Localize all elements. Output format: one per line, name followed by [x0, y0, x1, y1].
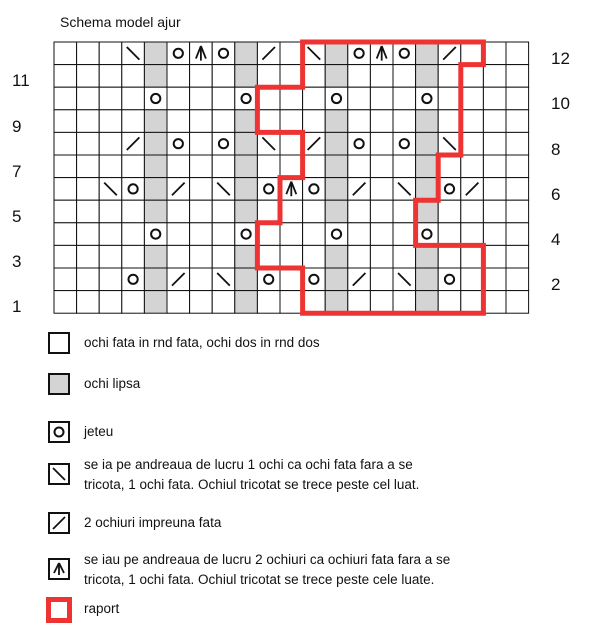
- chart-cell: [77, 178, 100, 201]
- chart-cell: [416, 268, 439, 291]
- chart-cell: [99, 268, 122, 291]
- row-label-6: 6: [551, 185, 561, 204]
- row-label-12: 12: [551, 49, 570, 68]
- legend-text-double-decrease-2: tricota, 1 ochi fata. Ochiul tricotat se trece peste cele luate.: [84, 572, 435, 587]
- repeat-outline-icon: [46, 597, 72, 623]
- chart-cell: [483, 155, 506, 178]
- chart-cell: [416, 42, 439, 65]
- chart-cell: [235, 42, 258, 65]
- chart-cell: [99, 200, 122, 223]
- chart-cell: [54, 65, 77, 88]
- chart-cell: [99, 291, 122, 314]
- legend-text-double-decrease-1: se iau pe andreaua de lucru 2 ochiuri ca ochiuri fata fara a se: [84, 552, 451, 567]
- row-label-11: 11: [12, 71, 30, 90]
- chart-cell: [325, 87, 348, 110]
- chart-cell: [506, 200, 529, 223]
- chart-cell: [99, 245, 122, 268]
- chart-cell: [235, 291, 258, 314]
- chart-cell: [461, 155, 484, 178]
- chart-cell: [212, 155, 235, 178]
- legend-text-knit: ochi fata in rnd fata, ochi dos in rnd dos: [84, 335, 320, 350]
- chart-cell: [438, 65, 461, 88]
- chart-cell: [280, 291, 303, 314]
- chart-cell: [461, 223, 484, 246]
- chart-cell: [77, 200, 100, 223]
- chart-cell: [77, 155, 100, 178]
- chart-cell: [122, 65, 145, 88]
- chart-cell: [122, 110, 145, 133]
- chart-cell: [483, 200, 506, 223]
- chart-cell: [212, 132, 235, 155]
- chart-cell: [370, 200, 393, 223]
- chart-cell: [438, 110, 461, 133]
- chart-cell: [77, 87, 100, 110]
- chart-cell: [77, 132, 100, 155]
- chart-cell: [190, 291, 213, 314]
- chart-cell: [122, 87, 145, 110]
- chart-cell: [461, 291, 484, 314]
- chart-cell: [54, 110, 77, 133]
- chart-cell: [438, 178, 461, 201]
- chart-cell: [483, 132, 506, 155]
- chart-cell: [416, 200, 439, 223]
- chart-cell: [348, 42, 371, 65]
- legend-text-k2tog: 2 ochiuri impreuna fata: [84, 515, 222, 530]
- chart-cell: [167, 291, 190, 314]
- chart-cell: [167, 87, 190, 110]
- chart-cell: [303, 155, 326, 178]
- chart-cell: [257, 155, 280, 178]
- row-label-3: 3: [12, 252, 22, 271]
- double-decrease-icon: [48, 558, 70, 580]
- chart-cell: [235, 155, 258, 178]
- chart-cell: [438, 87, 461, 110]
- chart-cell: [416, 110, 439, 133]
- chart-cell: [235, 87, 258, 110]
- row-label-4: 4: [551, 230, 561, 249]
- chart-cell: [506, 178, 529, 201]
- chart-cell: [325, 110, 348, 133]
- chart-cell: [370, 110, 393, 133]
- chart-cell: [506, 155, 529, 178]
- chart-cell: [506, 87, 529, 110]
- chart-cell: [144, 65, 167, 88]
- chart-cell: [257, 87, 280, 110]
- chart-cell: [370, 268, 393, 291]
- chart-cell: [122, 178, 145, 201]
- chart-cell: [461, 110, 484, 133]
- chart-cell: [144, 155, 167, 178]
- chart-cell: [370, 87, 393, 110]
- chart-cell: [483, 65, 506, 88]
- chart-cell: [483, 245, 506, 268]
- chart-cell: [325, 268, 348, 291]
- chart-cell: [438, 155, 461, 178]
- chart-cell: [257, 65, 280, 88]
- chart-cell: [144, 110, 167, 133]
- chart-cell: [506, 132, 529, 155]
- chart-title: Schema model ajur: [60, 14, 181, 30]
- chart-cell: [235, 245, 258, 268]
- chart-cell: [416, 155, 439, 178]
- chart-cell: [416, 291, 439, 314]
- chart-cell: [99, 87, 122, 110]
- chart-cell: [257, 223, 280, 246]
- chart-cell: [190, 178, 213, 201]
- chart-cell: [325, 155, 348, 178]
- legend-text-ssk-2: tricota, 1 ochi fata. Ochiul tricotat se trece peste cel luat.: [84, 477, 420, 492]
- chart-cell: [461, 132, 484, 155]
- chart-cell: [483, 291, 506, 314]
- chart-cell: [325, 178, 348, 201]
- chart-cell: [167, 65, 190, 88]
- row-label-7: 7: [12, 162, 22, 181]
- chart-cell: [54, 42, 77, 65]
- chart-cell: [190, 110, 213, 133]
- legend-text-ssk-1: se ia pe andreaua de lucru 1 ochi ca ochi fata fara a se: [84, 457, 413, 472]
- chart-cell: [167, 200, 190, 223]
- chart-cell: [416, 245, 439, 268]
- legend-text-yarn-over: jeteu: [84, 424, 114, 439]
- chart-cell: [348, 155, 371, 178]
- chart-cell: [99, 155, 122, 178]
- chart-cell: [303, 268, 326, 291]
- chart-cell: [348, 132, 371, 155]
- chart-cell: [54, 155, 77, 178]
- left-slant-icon: [48, 463, 70, 485]
- chart-cell: [303, 200, 326, 223]
- chart-cell: [167, 245, 190, 268]
- chart-cell: [235, 65, 258, 88]
- chart-cell: [303, 110, 326, 133]
- chart-cell: [393, 245, 416, 268]
- chart-cell: [190, 87, 213, 110]
- row-label-5: 5: [12, 207, 22, 226]
- chart-cell: [416, 223, 439, 246]
- chart-cell: [325, 65, 348, 88]
- chart-cell: [99, 65, 122, 88]
- chart-cell: [257, 110, 280, 133]
- gray-cell-icon: [48, 373, 70, 395]
- chart-cell: [122, 291, 145, 314]
- chart-cell: [280, 223, 303, 246]
- chart-cell: [280, 110, 303, 133]
- chart-cell: [235, 268, 258, 291]
- chart-cell: [461, 87, 484, 110]
- chart-cell: [438, 291, 461, 314]
- chart-cell: [77, 268, 100, 291]
- chart-cell: [325, 245, 348, 268]
- chart-cell: [348, 87, 371, 110]
- row-label-1: 1: [12, 297, 22, 316]
- chart-cell: [370, 132, 393, 155]
- chart-cell: [325, 200, 348, 223]
- chart-cell: [370, 223, 393, 246]
- chart-cell: [303, 178, 326, 201]
- chart-cell: [370, 245, 393, 268]
- chart-cell: [190, 132, 213, 155]
- chart-cell: [438, 223, 461, 246]
- chart-cell: [348, 245, 371, 268]
- chart-cell: [144, 87, 167, 110]
- chart-cell: [167, 223, 190, 246]
- chart-cell: [280, 268, 303, 291]
- chart-cell: [77, 245, 100, 268]
- yarn-over-icon: [48, 421, 70, 443]
- chart-cell: [348, 223, 371, 246]
- chart-cell: [190, 268, 213, 291]
- chart-cell: [122, 245, 145, 268]
- chart-cell: [438, 200, 461, 223]
- chart-cell: [144, 291, 167, 314]
- chart-cell: [280, 87, 303, 110]
- chart-cell: [212, 245, 235, 268]
- chart-cell: [77, 110, 100, 133]
- chart-cell: [77, 42, 100, 65]
- chart-cell: [190, 200, 213, 223]
- chart-cell: [54, 245, 77, 268]
- chart-cell: [190, 65, 213, 88]
- blank-cell-icon: [48, 332, 70, 354]
- chart-cell: [212, 87, 235, 110]
- chart-cell: [506, 245, 529, 268]
- chart-cell: [54, 178, 77, 201]
- chart-cell: [506, 223, 529, 246]
- chart-cell: [144, 245, 167, 268]
- chart-cell: [54, 87, 77, 110]
- chart-cell: [303, 65, 326, 88]
- chart-cell: [54, 200, 77, 223]
- chart-cell: [370, 155, 393, 178]
- chart-cell: [257, 245, 280, 268]
- chart-cell: [393, 42, 416, 65]
- chart-cell: [393, 200, 416, 223]
- chart-cell: [506, 42, 529, 65]
- chart-cell: [393, 110, 416, 133]
- chart-cell: [280, 200, 303, 223]
- chart-cell: [77, 65, 100, 88]
- chart-cell: [122, 268, 145, 291]
- row-label-2: 2: [551, 275, 561, 294]
- chart-cell: [212, 42, 235, 65]
- chart-cell: [325, 42, 348, 65]
- chart-cell: [99, 110, 122, 133]
- chart-cell: [144, 223, 167, 246]
- chart-cell: [235, 132, 258, 155]
- chart-cell: [167, 110, 190, 133]
- row-label-8: 8: [551, 140, 561, 159]
- chart-cell: [235, 178, 258, 201]
- chart-cell: [257, 291, 280, 314]
- chart-cell: [461, 65, 484, 88]
- chart-cell: [190, 223, 213, 246]
- chart-cell: [77, 223, 100, 246]
- chart-cell: [212, 200, 235, 223]
- chart-cell: [212, 65, 235, 88]
- chart-cell: [438, 268, 461, 291]
- chart-cell: [483, 223, 506, 246]
- chart-cell: [122, 223, 145, 246]
- chart-cell: [54, 268, 77, 291]
- chart-cell: [280, 42, 303, 65]
- chart-cell: [257, 200, 280, 223]
- chart-cell: [190, 155, 213, 178]
- chart-cell: [235, 200, 258, 223]
- right-slant-icon: [48, 512, 70, 534]
- chart-cell: [393, 87, 416, 110]
- chart-cell: [122, 200, 145, 223]
- chart-cell: [438, 245, 461, 268]
- chart-cell: [167, 155, 190, 178]
- legend-text-repeat: raport: [84, 601, 120, 616]
- chart-cell: [370, 291, 393, 314]
- chart-cell: [190, 245, 213, 268]
- chart-cell: [303, 245, 326, 268]
- chart-cell: [348, 110, 371, 133]
- chart-cell: [167, 132, 190, 155]
- chart-cell: [461, 245, 484, 268]
- chart-cell: [280, 245, 303, 268]
- chart-cell: [506, 268, 529, 291]
- chart-cell: [483, 42, 506, 65]
- chart-cell: [461, 268, 484, 291]
- chart-cell: [370, 65, 393, 88]
- chart-cell: [54, 291, 77, 314]
- chart-cell: [461, 42, 484, 65]
- chart-cell: [235, 110, 258, 133]
- chart-cell: [144, 268, 167, 291]
- legend-text-no-stitch: ochi lipsa: [84, 376, 141, 391]
- chart-cell: [416, 65, 439, 88]
- chart-cell: [348, 291, 371, 314]
- chart-cell: [54, 223, 77, 246]
- chart-cell: [122, 155, 145, 178]
- row-label-10: 10: [551, 94, 570, 113]
- chart-cell: [483, 87, 506, 110]
- chart-cell: [370, 178, 393, 201]
- chart-cell: [325, 291, 348, 314]
- chart-cell: [167, 42, 190, 65]
- chart-cell: [506, 65, 529, 88]
- chart-cell: [235, 223, 258, 246]
- chart-cell: [280, 65, 303, 88]
- chart-cell: [144, 42, 167, 65]
- chart-cell: [393, 155, 416, 178]
- chart-cell: [303, 87, 326, 110]
- chart-cell: [257, 178, 280, 201]
- chart-cell: [257, 268, 280, 291]
- chart-cell: [461, 200, 484, 223]
- row-label-9: 9: [12, 117, 22, 136]
- chart-cell: [393, 65, 416, 88]
- chart-cell: [348, 200, 371, 223]
- chart-cell: [416, 178, 439, 201]
- chart-cell: [483, 178, 506, 201]
- chart-cell: [393, 223, 416, 246]
- chart-cell: [212, 223, 235, 246]
- chart-cell: [303, 223, 326, 246]
- chart-cell: [77, 291, 100, 314]
- chart-cell: [99, 223, 122, 246]
- chart-cell: [416, 87, 439, 110]
- chart-cell: [212, 291, 235, 314]
- chart-cell: [506, 291, 529, 314]
- chart-cell: [99, 42, 122, 65]
- chart-cell: [280, 155, 303, 178]
- chart-cell: [325, 132, 348, 155]
- chart-cell: [393, 291, 416, 314]
- chart-cell: [393, 132, 416, 155]
- chart-cell: [416, 132, 439, 155]
- chart-cell: [303, 291, 326, 314]
- chart-cell: [144, 178, 167, 201]
- chart-cell: [54, 132, 77, 155]
- chart-cell: [144, 200, 167, 223]
- chart-cell: [483, 110, 506, 133]
- chart-cell: [99, 132, 122, 155]
- chart-cell: [212, 110, 235, 133]
- chart-cell: [506, 110, 529, 133]
- chart-cell: [280, 132, 303, 155]
- chart-cell: [144, 132, 167, 155]
- chart-cell: [483, 268, 506, 291]
- chart-cell: [348, 65, 371, 88]
- chart-cell: [325, 223, 348, 246]
